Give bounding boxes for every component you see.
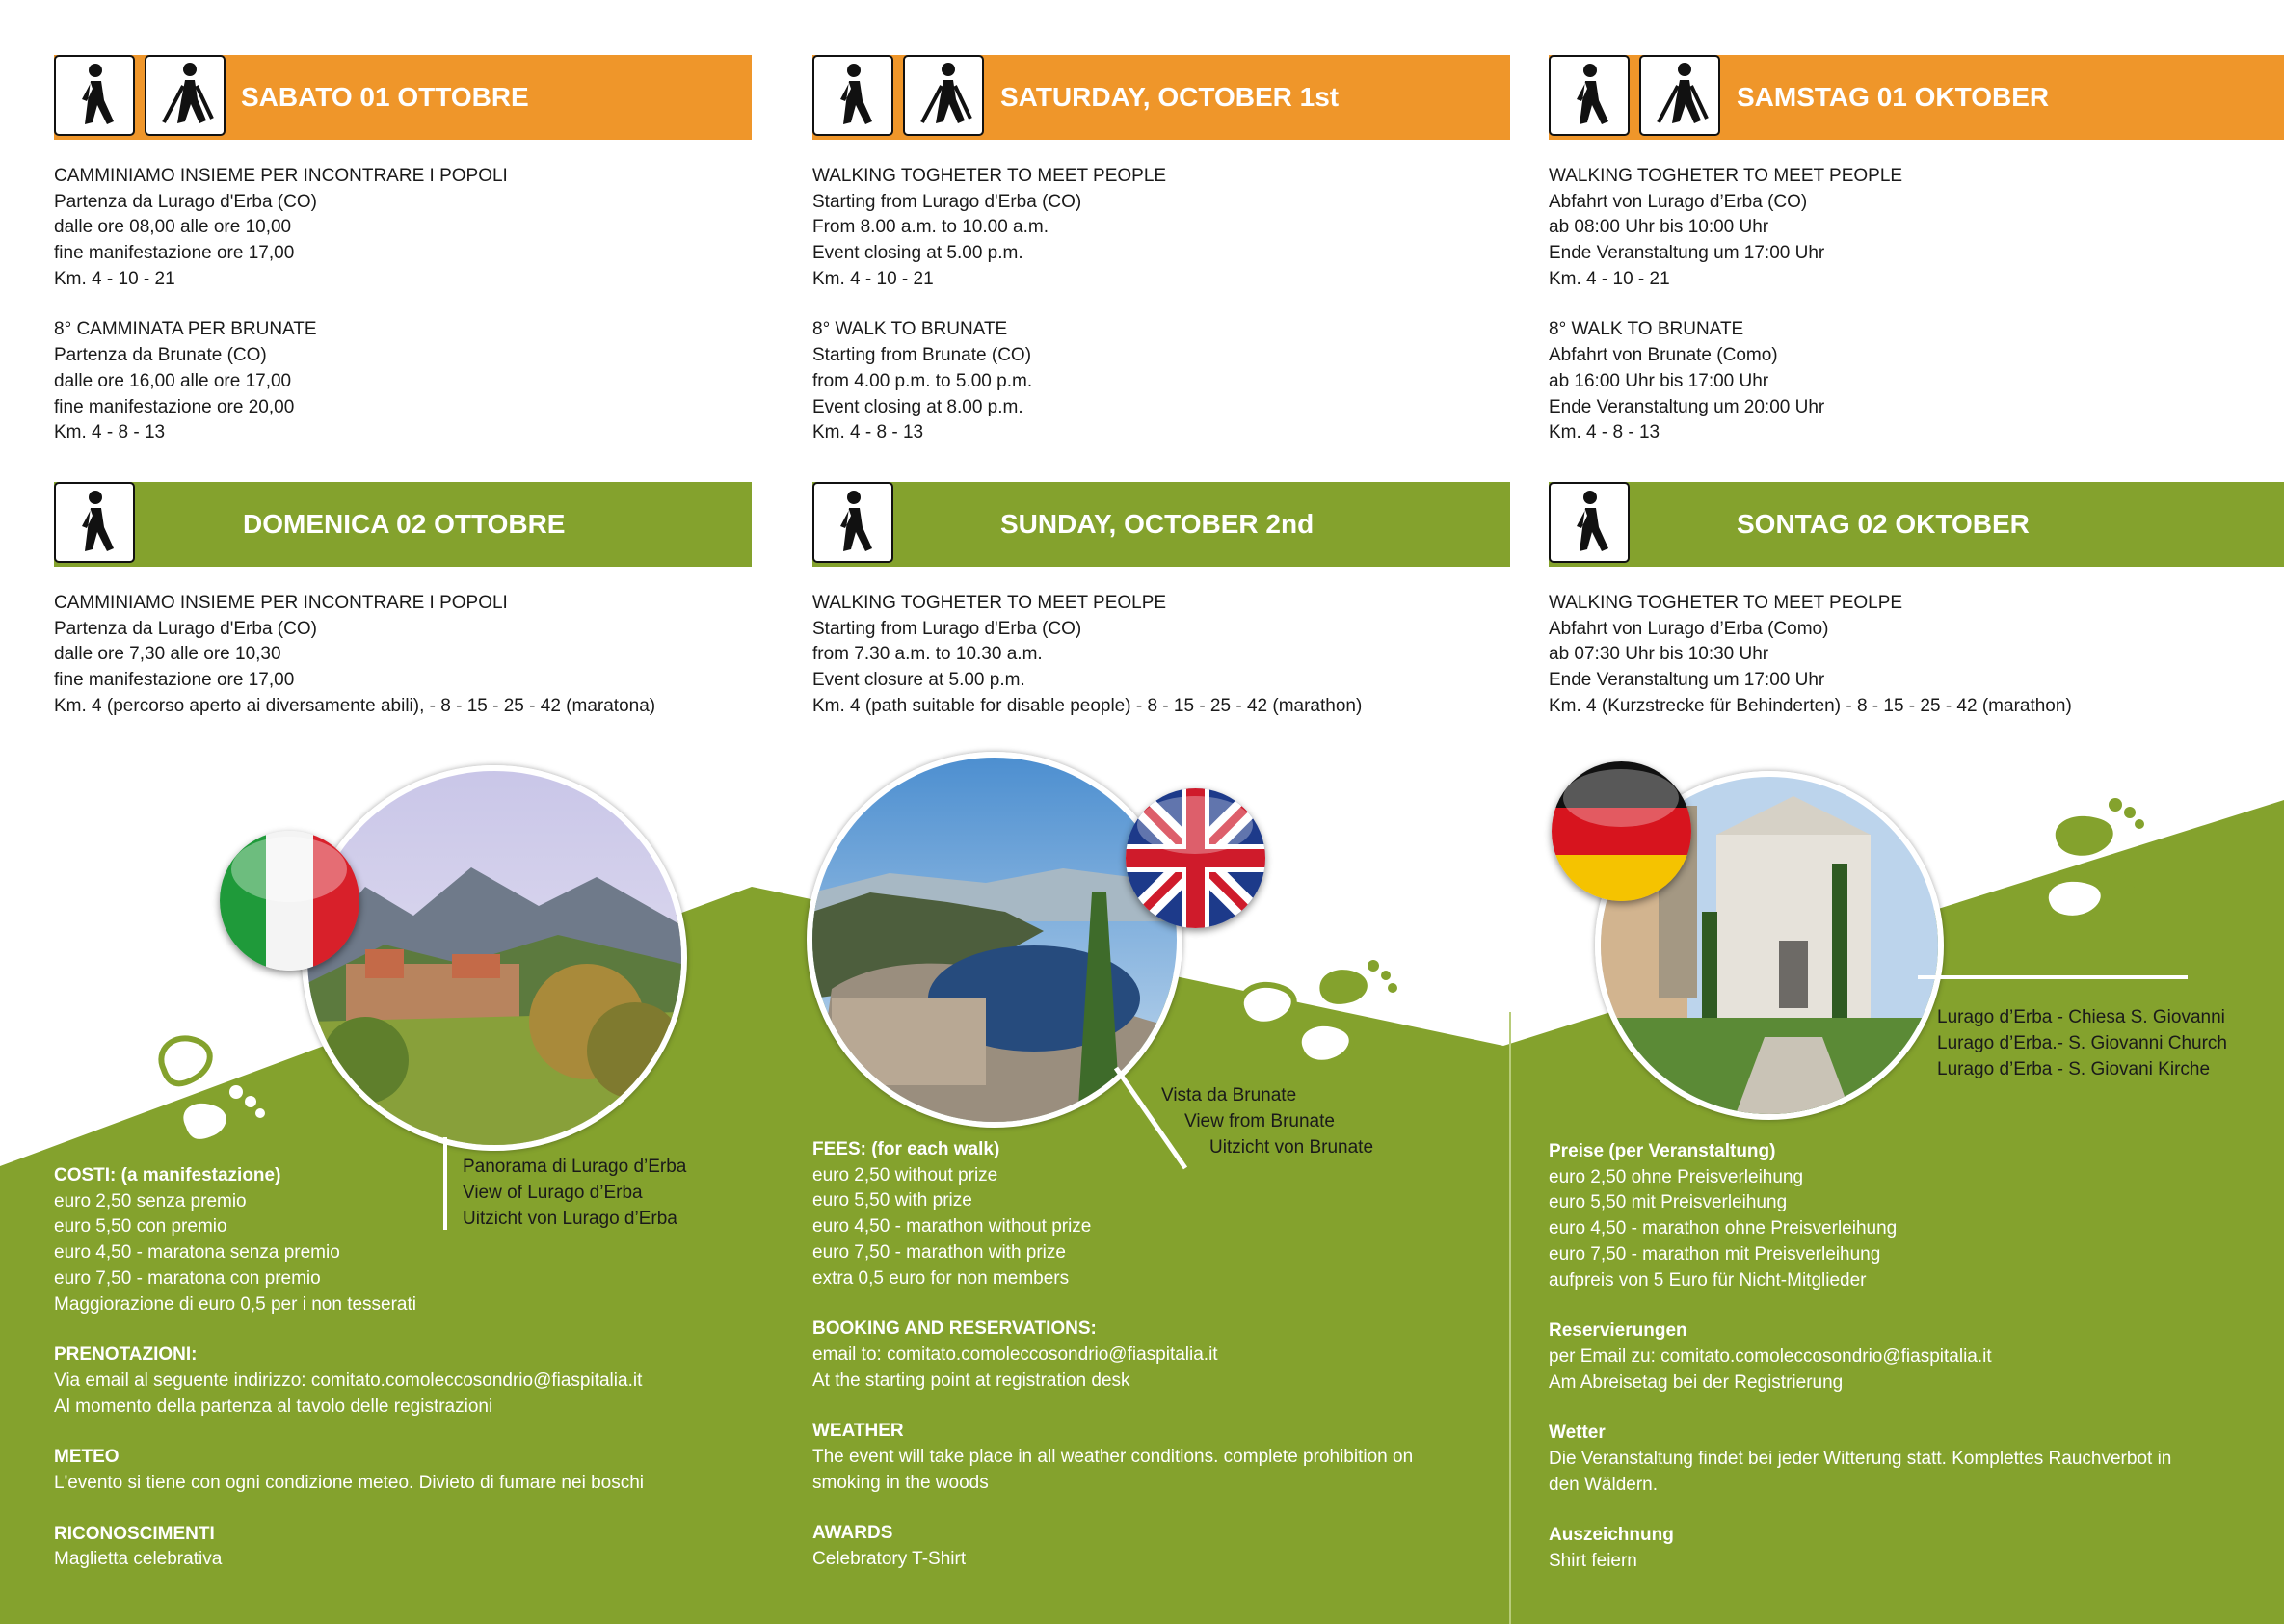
- caption-line: Panorama di Lurago d’Erba: [463, 1157, 687, 1177]
- sunday-walk: [812, 591, 1362, 719]
- sunday-line: Ende Veranstaltung um 17:00 Uhr: [1549, 670, 1825, 691]
- sunday-title: DOMENICA 02 OTTOBRE: [243, 509, 566, 539]
- caption-pointer: [443, 1137, 447, 1230]
- booking-section: [812, 1317, 1487, 1394]
- section-line: euro 2,50 senza premio: [54, 1190, 247, 1211]
- section-line: L'evento si tiene con ogni condizione meteo. Divieto di fumare nei boschi: [54, 1473, 644, 1494]
- section-line: Maglietta celebrativa: [54, 1549, 223, 1570]
- walk1-line: WALKING TOGHETER TO MEET PEOPLE: [812, 166, 1167, 186]
- caption-line: Vista da Brunate: [1161, 1085, 1297, 1105]
- sunday-title: SONTAG 02 OKTOBER: [1737, 509, 2030, 539]
- walk2-line: dalle ore 16,00 alle ore 17,00: [54, 370, 292, 391]
- walk1-line: dalle ore 08,00 alle ore 10,00: [54, 217, 292, 238]
- info-sections: [1549, 1139, 2223, 1600]
- sunday-walk: [1549, 591, 2072, 719]
- section-heading: BOOKING AND RESERVATIONS:: [812, 1318, 1097, 1340]
- walk1-line: Km. 4 - 10 - 21: [54, 268, 175, 289]
- sunday-line: WALKING TOGHETER TO MEET PEOLPE: [1549, 593, 1903, 613]
- caption-pointer: [1918, 975, 2188, 979]
- saturday-walks: [54, 164, 508, 446]
- walk2-line: Km. 4 - 8 - 13: [1549, 422, 1660, 443]
- sunday-title: SUNDAY, OCTOBER 2nd: [1000, 509, 1315, 539]
- section-line: euro 4,50 - marathon without prize: [812, 1216, 1092, 1238]
- pedestrian-icon: [54, 482, 135, 563]
- walk1-line: WALKING TOGHETER TO MEET PEOPLE: [1549, 166, 1903, 186]
- walk1-line: Abfahrt von Lurago d’Erba (CO): [1549, 191, 1808, 212]
- section-heading: Preise (per Veranstaltung): [1549, 1141, 1776, 1161]
- section-line: euro 2,50 without prize: [812, 1164, 998, 1185]
- caption-line: Uitzicht von Lurago d’Erba: [463, 1209, 677, 1229]
- walk1-line: Partenza da Lurago d'Erba (CO): [54, 191, 317, 212]
- walk2-line: 8° WALK TO BRUNATE: [1549, 319, 1744, 340]
- section-heading: WEATHER: [812, 1421, 904, 1442]
- section-line: Al momento della partenza al tavolo delle registrazioni: [54, 1396, 493, 1417]
- section-line: extra 0,5 euro for non members: [812, 1267, 1070, 1289]
- awards-section: [812, 1521, 1487, 1572]
- section-line: den Wäldern.: [1549, 1474, 1659, 1495]
- weather-section: [54, 1445, 729, 1496]
- walk2-line: Ende Veranstaltung um 20:00 Uhr: [1549, 396, 1825, 417]
- section-heading: Reservierungen: [1549, 1320, 1687, 1342]
- nordic-walker-icon: [1639, 55, 1720, 136]
- section-line: euro 2,50 ohne Preisverleihung: [1549, 1166, 1804, 1187]
- section-heading: AWARDS: [812, 1523, 893, 1544]
- walk2-line: Partenza da Brunate (CO): [54, 345, 267, 366]
- sunday-line: CAMMINIAMO INSIEME PER INCONTRARE I POPOLI: [54, 593, 508, 613]
- germany-flag-icon: [1552, 761, 1691, 901]
- walk1-line: From 8.00 a.m. to 10.00 a.m.: [812, 217, 1049, 238]
- section-line: Shirt feiern: [1549, 1551, 1637, 1572]
- sunday-line: Km. 4 (path suitable for disable people) - 8 - 15 - 25 - 42 (marathon): [812, 695, 1363, 716]
- walk1-line: Km. 4 - 10 - 21: [812, 268, 934, 289]
- weather-section: [812, 1419, 1487, 1496]
- caption-line: Lurago d’Erba - S. Giovani Kirche: [1937, 1059, 2211, 1079]
- walk2-line: Km. 4 - 8 - 13: [812, 422, 924, 443]
- section-line: euro 5,50 con premio: [54, 1216, 227, 1238]
- footprints-icon: [2029, 785, 2192, 930]
- section-line: per Email zu: comitato.comoleccosondrio@fiaspitalia.it: [1549, 1345, 1992, 1367]
- sunday-line: from 7.30 a.m. to 10.30 a.m.: [812, 644, 1043, 665]
- saturday-title: SABATO 01 OTTOBRE: [241, 82, 529, 112]
- walk1-line: Starting from Lurago d'Erba (CO): [812, 191, 1082, 212]
- walk2-line: 8° CAMMINATA PER BRUNATE: [54, 319, 317, 340]
- section-line: euro 7,50 - marathon with prize: [812, 1241, 1066, 1263]
- sunday-line: dalle ore 7,30 alle ore 10,30: [54, 644, 281, 665]
- section-heading: RICONOSCIMENTI: [54, 1523, 215, 1544]
- sunday-line: Starting from Lurago d'Erba (CO): [812, 618, 1082, 639]
- pedestrian-icon: [1549, 482, 1630, 563]
- section-line: aufpreis von 5 Euro für Nicht-Mitglieder: [1549, 1269, 1867, 1291]
- section-line: euro 5,50 mit Preisverleihung: [1549, 1192, 1788, 1213]
- sunday-line: Partenza da Lurago d'Erba (CO): [54, 618, 317, 639]
- sunday-header: [54, 482, 752, 567]
- reservations-section: [1549, 1318, 2223, 1396]
- caption-line: View from Brunate: [1184, 1111, 1335, 1131]
- section-line: euro 7,50 - maratona con premio: [54, 1267, 321, 1289]
- sunday-line: fine manifestazione ore 17,00: [54, 670, 295, 691]
- section-line: Celebratory T-Shirt: [812, 1549, 967, 1570]
- booking-section: [54, 1343, 729, 1420]
- sunday-line: Km. 4 (Kurzstrecke für Behinderten) - 8 - 15 - 25 - 42 (marathon): [1549, 695, 2072, 716]
- section-line: euro 4,50 - maratona senza premio: [54, 1242, 340, 1264]
- walk2-line: fine manifestazione ore 20,00: [54, 396, 295, 417]
- footprints-icon: [145, 1002, 299, 1147]
- walk2-line: Event closing at 8.00 p.m.: [812, 396, 1023, 417]
- section-line: email to: comitato.comoleccosondrio@fiaspitalia.it: [812, 1344, 1218, 1365]
- awards-section: [54, 1522, 729, 1573]
- saturday-title: SATURDAY, OCTOBER 1st: [1000, 82, 1340, 112]
- section-heading: COSTI: (a manifestazione): [54, 1165, 281, 1185]
- section-heading: Auszeichnung: [1549, 1525, 1674, 1546]
- italy-flag-icon: [220, 831, 359, 971]
- pedestrian-icon: [812, 482, 893, 563]
- section-line: Via email al seguente indirizzo: comitato.comoleccosondrio@fiaspitalia.it: [54, 1370, 643, 1391]
- section-line: euro 7,50 - marathon mit Preisverleihung: [1549, 1243, 1881, 1265]
- walk2-line: 8° WALK TO BRUNATE: [812, 319, 1008, 340]
- walk1-line: Event closing at 5.00 p.m.: [812, 243, 1023, 264]
- saturday-walks: [812, 164, 1166, 446]
- nordic-walker-icon: [145, 55, 226, 136]
- section-heading: FEES: (for each walk): [812, 1139, 1000, 1159]
- nordic-walker-icon: [903, 55, 984, 136]
- sunday-line: Event closure at 5.00 p.m.: [812, 670, 1025, 691]
- sunday-line: Km. 4 (percorso aperto ai diversamente abili), - 8 - 15 - 25 - 42 (maratona): [54, 695, 656, 716]
- saturday-header: [1549, 55, 2284, 140]
- sunday-header: [1549, 482, 2284, 567]
- section-line: euro 5,50 with prize: [812, 1190, 972, 1211]
- awards-section: [1549, 1523, 2223, 1574]
- walk1-line: fine manifestazione ore 17,00: [54, 243, 295, 264]
- saturday-header: [812, 55, 1510, 140]
- caption-line: Lurago d’Erba - Chiesa S. Giovanni: [1937, 1007, 2225, 1027]
- photo-caption: [463, 1154, 686, 1232]
- caption-line: Lurago d’Erba.- S. Giovanni Church: [1937, 1033, 2227, 1053]
- sunday-walk: [54, 591, 655, 719]
- section-line: The event will take place in all weather conditions. complete prohibition on: [812, 1447, 1414, 1468]
- section-line: Maggiorazione di euro 0,5 per i non tesserati: [54, 1293, 417, 1315]
- section-line: Die Veranstaltung findet bei jeder Witterung statt. Komplettes Rauchverbot in: [1549, 1449, 2172, 1470]
- walk1-line: Ende Veranstaltung um 17:00 Uhr: [1549, 243, 1825, 264]
- sunday-line: ab 07:30 Uhr bis 10:30 Uhr: [1549, 644, 1769, 665]
- section-heading: Wetter: [1549, 1423, 1606, 1444]
- footprints-icon: [1224, 954, 1417, 1079]
- pedestrian-icon: [812, 55, 893, 136]
- pedestrian-icon: [54, 55, 135, 136]
- walk1-line: ab 08:00 Uhr bis 10:00 Uhr: [1549, 217, 1769, 238]
- sunday-line: Abfahrt von Lurago d’Erba (Como): [1549, 618, 1829, 639]
- caption-line: View of Lurago d’Erba: [463, 1183, 643, 1203]
- walk2-line: Abfahrt von Brunate (Como): [1549, 345, 1778, 366]
- walk1-line: Km. 4 - 10 - 21: [1549, 268, 1670, 289]
- section-heading: METEO: [54, 1447, 120, 1468]
- info-sections: [812, 1137, 1487, 1598]
- walk2-line: Km. 4 - 8 - 13: [54, 422, 166, 443]
- walk1-line: CAMMINIAMO INSIEME PER INCONTRARE I POPOLI: [54, 166, 508, 186]
- weather-section: [1549, 1421, 2223, 1498]
- section-heading: PRENOTAZIONI:: [54, 1344, 198, 1366]
- section-line: Am Abreisetag bei der Registrierung: [1549, 1371, 1844, 1393]
- sunday-header: [812, 482, 1510, 567]
- saturday-walks: [1549, 164, 1902, 446]
- photo-caption: [1937, 1004, 2227, 1082]
- prices-section: [1549, 1139, 2223, 1293]
- section-line: At the starting point at registration desk: [812, 1370, 1130, 1391]
- walk2-line: Starting from Brunate (CO): [812, 345, 1032, 366]
- photo-caption: [1161, 1082, 1373, 1160]
- uk-flag-icon: [1126, 788, 1265, 928]
- walk2-line: from 4.00 p.m. to 5.00 p.m.: [812, 370, 1033, 391]
- walk2-line: ab 16:00 Uhr bis 17:00 Uhr: [1549, 370, 1769, 391]
- section-line: smoking in the woods: [812, 1472, 989, 1493]
- saturday-title: SAMSTAG 01 OKTOBER: [1737, 82, 2050, 112]
- section-line: euro 4,50 - marathon ohne Preisverleihung: [1549, 1218, 1898, 1239]
- saturday-header: [54, 55, 752, 140]
- pedestrian-icon: [1549, 55, 1630, 136]
- sunday-line: WALKING TOGHETER TO MEET PEOLPE: [812, 593, 1167, 613]
- caption-line: Uitzicht von Brunate: [1209, 1137, 1374, 1158]
- lurago-panorama-photo: [302, 765, 687, 1151]
